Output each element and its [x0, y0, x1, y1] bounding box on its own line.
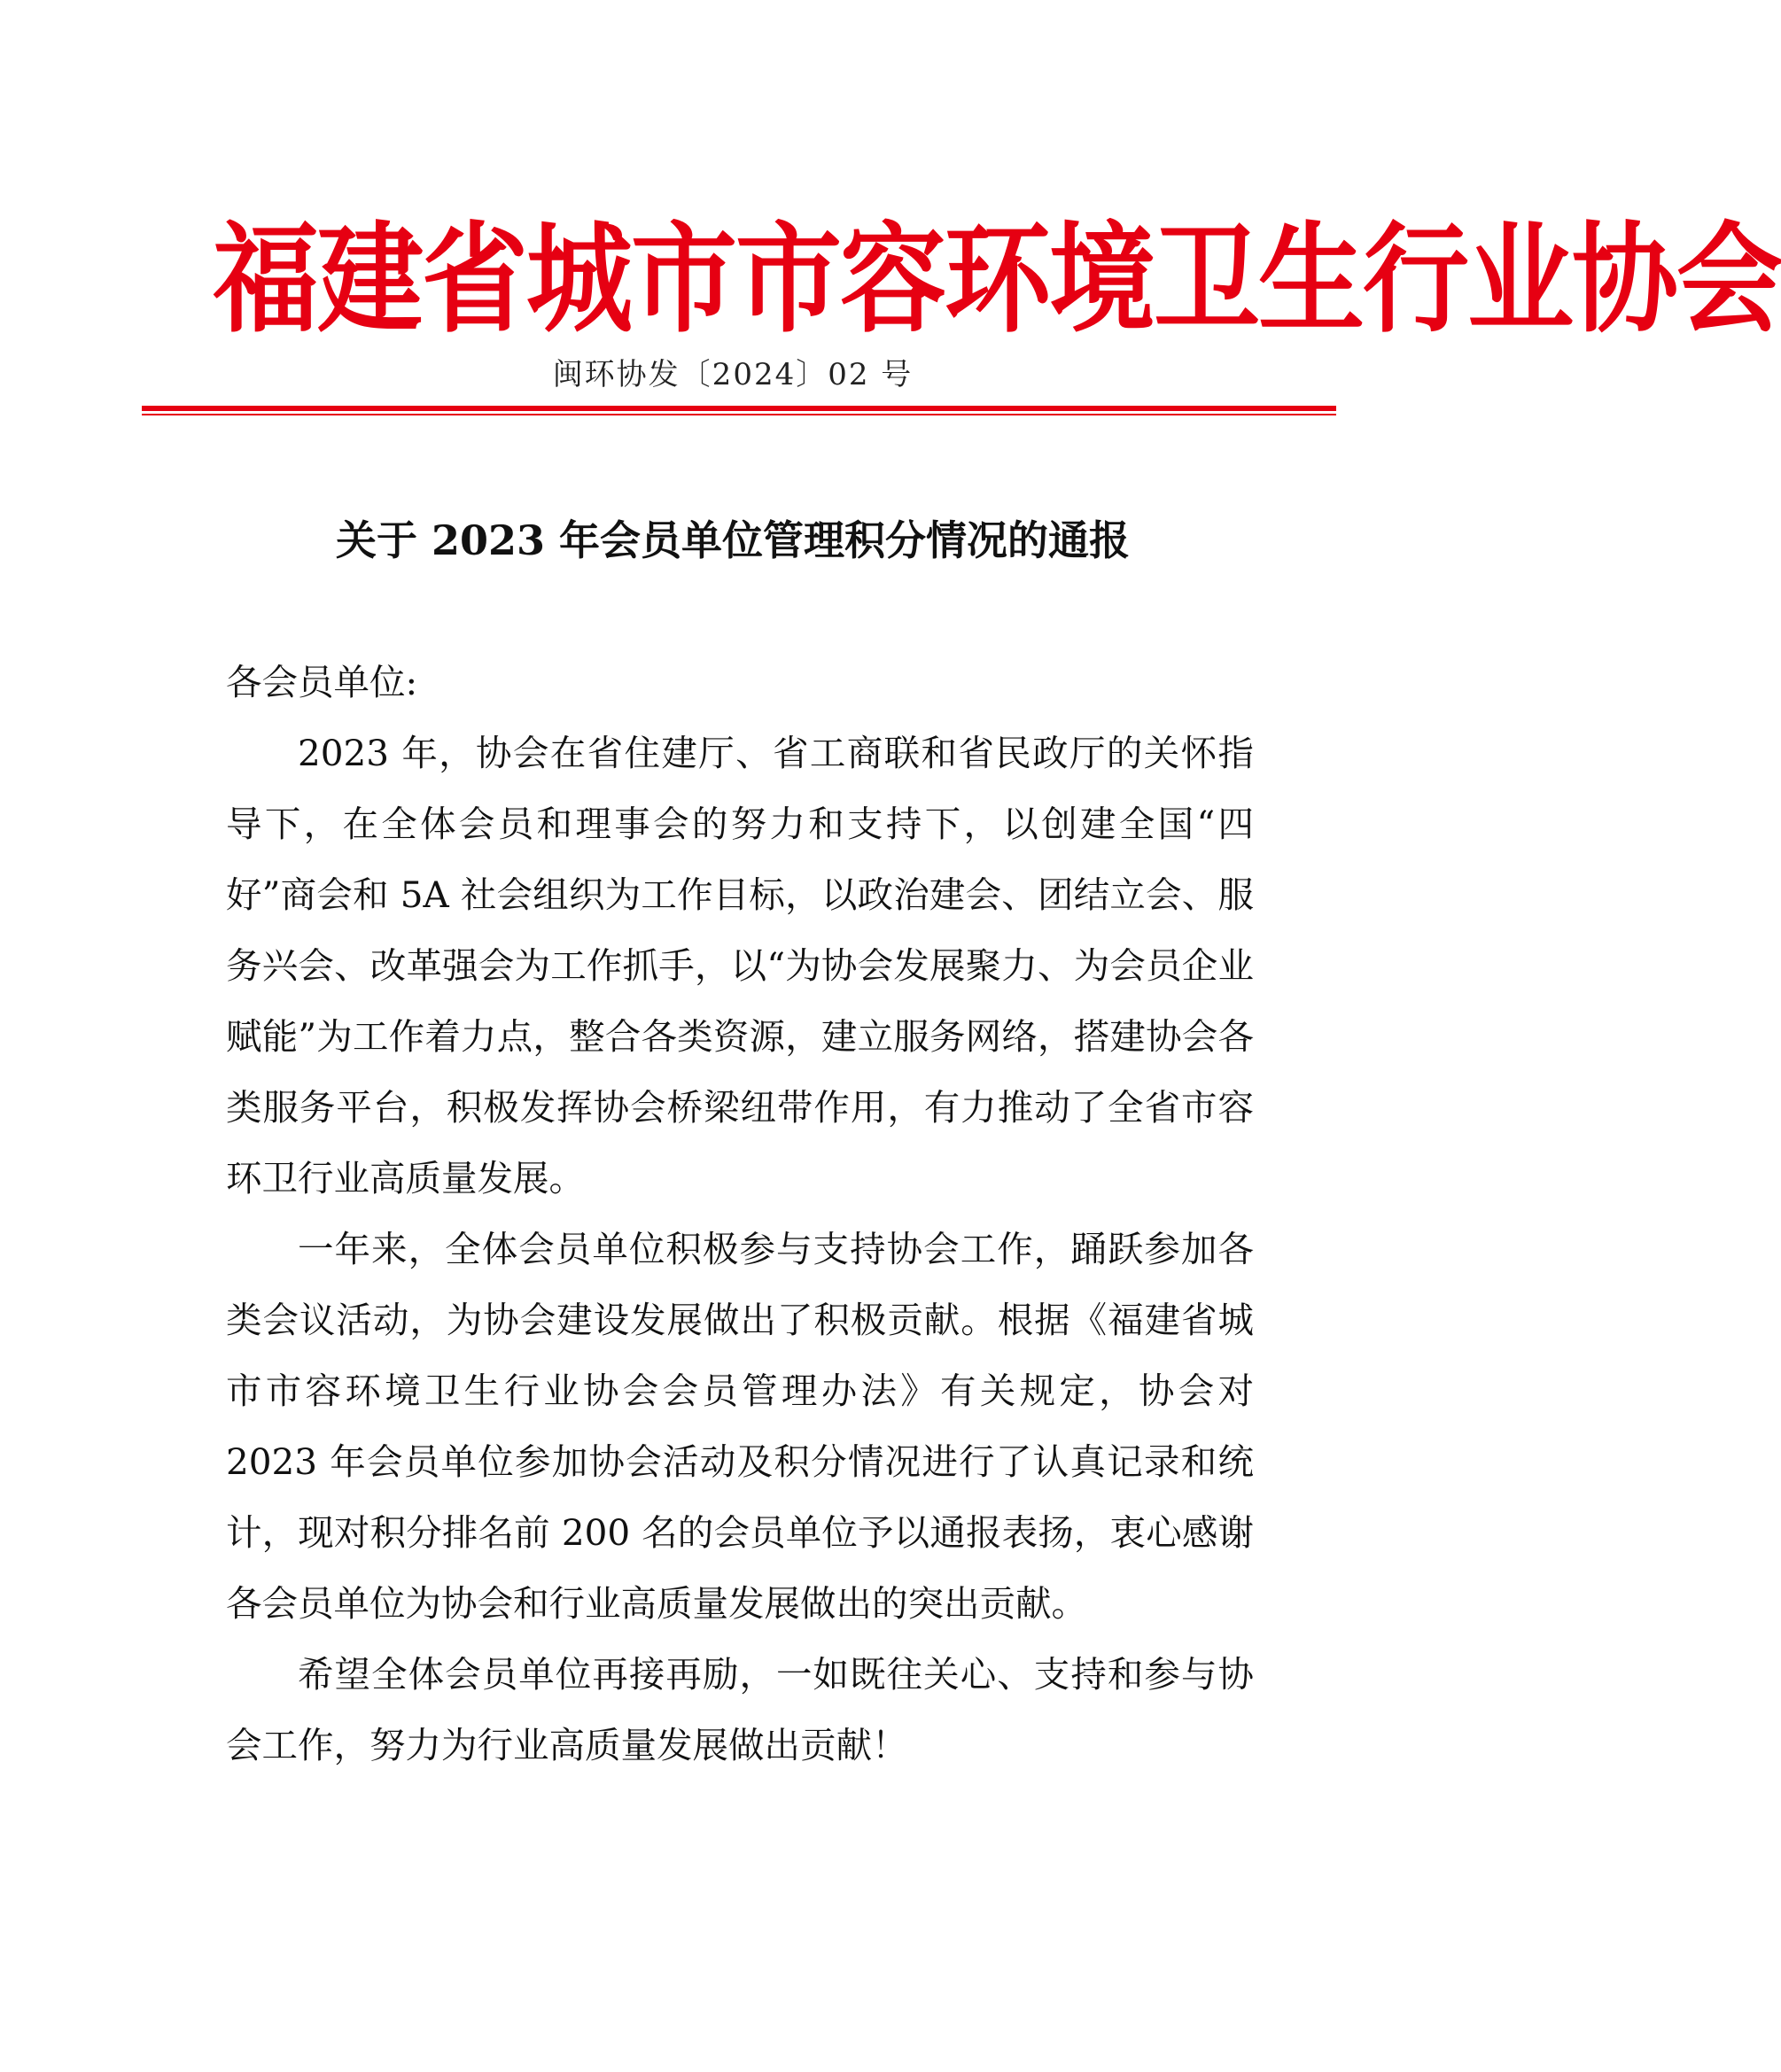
body-paragraph-1: 2023 年，协会在省住建厅、省工商联和省民政厅的关怀指导下，在全体会员和理事会的努力和支持下，以创建全国“四好”商会和 5A 社会组织为工作目标，以政治建会、团结立会、服务兴会、改革强会为工作抓手，以“为协会发展聚力、为会员企业赋能”为工作着力点，整合各类资源，建立服务网络，搭建协会各类服务平台，积极发挥协会桥梁纽带作用，有力推动了全省市容环卫行业高质量发展。 — [226, 732, 1254, 1199]
body-paragraph-2: 一年来，全体会员单位积极参与支持协会工作，踊跃参加各类会议活动，为协会建设发展做出了积极贡献。根据《福建省城市市容环境卫生行业协会会员管理办法》有关规定，协会对 2023 年会员单位参加协会活动及积分情况进行了认真记录和统计，现对积分排名前 200 名的会员单位予以通报表扬，衷心感谢各会员单位为协会和行业高质量发展做出的突出贡献。 — [226, 1228, 1254, 1625]
document-number: 闽环协发〔2024〕02 号 — [552, 357, 914, 392]
header-divider-thick — [142, 406, 1336, 411]
body-paragraph-3: 希望全体会员单位再接再励，一如既往关心、支持和参与协会工作，努力为行业高质量发展做出贡献！ — [226, 1653, 1254, 1766]
notice-body — [226, 647, 1254, 1781]
notice-title: 关于 2023 年会员单位管理积分情况的通报 — [335, 516, 1131, 564]
organization-header: 福建省城市市容环境卫生行业协会 — [213, 209, 1781, 350]
header-divider-thin — [142, 414, 1336, 415]
salutation: 各会员单位: — [226, 661, 418, 703]
